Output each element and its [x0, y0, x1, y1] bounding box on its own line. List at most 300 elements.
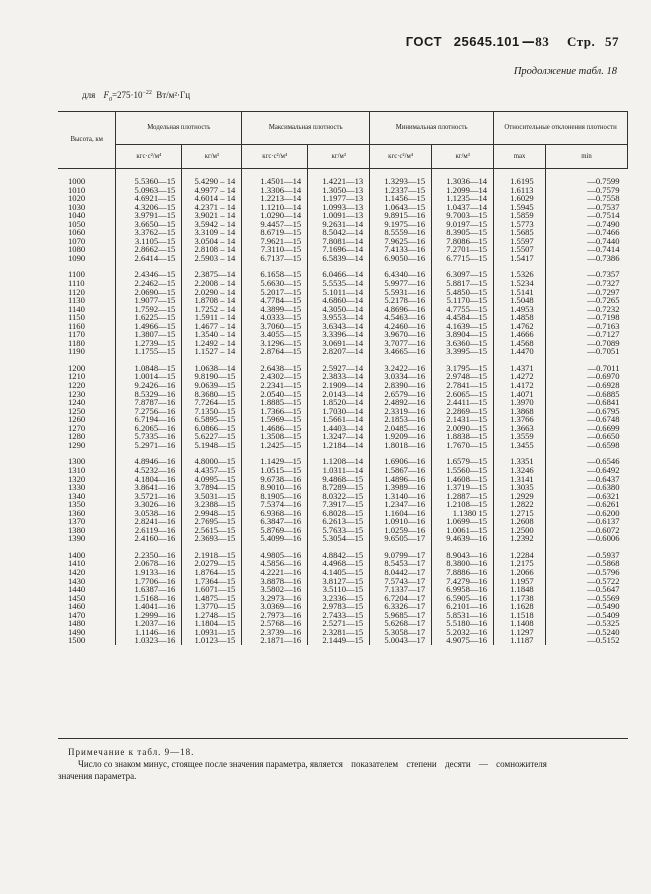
min-kgs-cell: 2.0485—16: [370, 424, 432, 433]
dev-max-cell: 1.1848: [494, 585, 546, 594]
min-kg-cell: 4.9075—16: [432, 636, 494, 645]
unit-min-kg: кг/м³: [432, 145, 494, 169]
model-kg-cell: 2.8108 – 14: [182, 245, 242, 254]
max-kg-cell: 5.1011—14: [308, 288, 370, 297]
dev-min-cell: —0.7163: [546, 322, 628, 331]
min-kgs-cell: 1.6906—16: [370, 449, 432, 466]
min-kg-cell: 7.8086—15: [432, 237, 494, 246]
model-kgs-cell: 1.5168—16: [116, 594, 182, 603]
model-kg-cell: 1.8764—15: [182, 568, 242, 577]
max-kg-cell: 9.4868—15: [308, 475, 370, 484]
min-kg-cell: 2.4411—15: [432, 398, 494, 407]
max-kgs-cell: 3.5802—16: [242, 585, 308, 594]
altitude-cell: 1010: [68, 184, 86, 195]
dev-min-cell: —0.5409: [546, 611, 628, 620]
dev-min-cell: —0.5152: [546, 636, 628, 645]
dev-max-cell: 1.3455: [494, 441, 546, 450]
min-kgs-cell: 5.5931—16: [370, 288, 432, 297]
min-kg-cell: 4.7755—15: [432, 305, 494, 314]
max-kg-cell: 7.3917—15: [308, 500, 370, 509]
max-kg-cell: 1.0993—13: [308, 203, 370, 212]
max-kg-cell: 2.9783—15: [308, 602, 370, 611]
dev-min-cell: —0.5722: [546, 577, 628, 586]
altitude-cell: 1200: [68, 362, 86, 373]
altitude-cell: 1410: [68, 558, 86, 569]
dev-max-cell: 1.6113: [494, 186, 546, 195]
max-kgs-cell: 2.6438—15: [242, 356, 308, 373]
model-kg-cell: 3.3109 – 14: [182, 228, 242, 237]
model-kgs-cell: 1.6225—15: [116, 313, 182, 322]
max-kgs-cell: 1.0290—14: [242, 211, 308, 220]
altitude-cell: 1100: [68, 269, 85, 280]
dev-min-cell: —0.6321: [546, 492, 628, 501]
model-kgs-cell: 2.0678—16: [116, 559, 182, 568]
dev-max-cell: 1.3970: [494, 398, 546, 407]
unit-dev-max: max: [494, 145, 546, 169]
max-kgs-cell: 4.3899—15: [242, 305, 308, 314]
dev-min-cell: —0.6885: [546, 390, 628, 399]
model-kgs-cell: 8.5329—16: [116, 390, 182, 399]
model-kg-cell: 2.0290 – 14: [182, 288, 242, 297]
altitude-cell: 1310: [68, 464, 86, 475]
dev-max-cell: 1.3351: [494, 449, 546, 466]
dev-max-cell: 1.2929: [494, 492, 546, 501]
altitude-cell: 1090: [68, 252, 86, 263]
dev-min-cell: —0.6437: [546, 475, 628, 484]
dev-min-cell: —0.5490: [546, 602, 628, 611]
max-kgs-cell: 3.2973—16: [242, 594, 308, 603]
min-kg-cell: 1.5560—15: [432, 466, 494, 475]
max-kgs-cell: 8.9010—16: [242, 483, 308, 492]
dev-min-cell: —0.6380: [546, 483, 628, 492]
min-kgs-cell: 1.9209—16: [370, 432, 432, 441]
dev-max-cell: 1.6195: [494, 169, 546, 186]
table-body: [58, 169, 628, 645]
standard-number: 25645.101: [453, 34, 520, 49]
model-kg-cell: 1.4875—15: [182, 594, 242, 603]
min-kgs-cell: 7.4133—16: [370, 245, 432, 254]
max-kgs-cell: 1.4686—15: [242, 424, 308, 433]
max-kg-cell: 2.1909—14: [308, 381, 370, 390]
model-kg-cell: 2.5615—15: [182, 526, 242, 535]
model-kg-cell: 1.0931—15: [182, 628, 242, 637]
model-kgs-cell: 2.6119—16: [116, 526, 182, 535]
max-kg-cell: 2.5927—14: [308, 356, 370, 373]
min-kgs-cell: 6.3326—17: [370, 602, 432, 611]
model-kgs-cell: 2.8241—16: [116, 517, 182, 526]
dev-min-cell: —0.5796: [546, 568, 628, 577]
altitude-cell: 1270: [68, 422, 86, 433]
model-kg-cell: 2.9948—15: [182, 509, 242, 518]
model-kgs-cell: 1.7592—15: [116, 305, 182, 314]
min-kgs-cell: 5.9685—17: [370, 611, 432, 620]
note-text-c: значения параметра.: [58, 771, 137, 781]
model-kg-cell: 1.8708 – 14: [182, 296, 242, 305]
dev-max-cell: 1.1957: [494, 577, 546, 586]
model-kgs-cell: 4.8946—16: [116, 449, 182, 466]
max-kgs-cell: 6.1658—15: [242, 262, 308, 279]
max-kgs-cell: 2.8764—15: [242, 347, 308, 356]
model-kg-cell: 1.4677 – 14: [182, 322, 242, 331]
max-kg-cell: 1.3050—13: [308, 186, 370, 195]
model-kg-cell: 4.9977 – 14: [182, 186, 242, 195]
model-kg-cell: 6.0866—15: [182, 424, 242, 433]
dev-max-cell: 1.3141: [494, 475, 546, 484]
max-kgs-cell: 1.1429—15: [242, 449, 308, 466]
model-kg-cell: 3.5942 – 14: [182, 220, 242, 229]
min-kg-cell: 7.2701—15: [432, 245, 494, 254]
condition-prefix: для: [82, 90, 96, 100]
altitude-cell: 1000: [68, 176, 86, 186]
max-kgs-cell: 6.9368—16: [242, 509, 308, 518]
header-max-density: Максимальная плотность: [242, 112, 370, 145]
dev-max-cell: 1.4858: [494, 313, 546, 322]
table-row: [58, 356, 628, 373]
dev-max-cell: 1.2392: [494, 534, 546, 543]
min-kg-cell: 5.1170—15: [432, 296, 494, 305]
altitude-cell: 1360: [68, 507, 86, 518]
max-kgs-cell: 1.4501—14: [242, 169, 308, 186]
max-kgs-cell: 1.7366—15: [242, 407, 308, 416]
min-kg-cell: 5.5180—16: [432, 619, 494, 628]
min-kgs-cell: 5.0043—17: [370, 636, 432, 645]
max-kg-cell: 3.0691—14: [308, 339, 370, 348]
dev-min-cell: —0.7232: [546, 305, 628, 314]
model-kgs-cell: 3.9791—15: [116, 211, 182, 220]
flux-symbol: $F_0$: [103, 90, 112, 103]
model-kgs-cell: 2.4346—15: [116, 262, 182, 279]
max-kgs-cell: 8.1905—16: [242, 492, 308, 501]
min-kg-cell: 3.1795—15: [432, 356, 494, 373]
min-kgs-cell: 5.9977—16: [370, 279, 432, 288]
table-row: [58, 543, 628, 560]
max-kg-cell: 3.9553—14: [308, 313, 370, 322]
dev-max-cell: 1.5417: [494, 254, 546, 263]
model-kgs-cell: 3.1105—15: [116, 237, 182, 246]
max-kg-cell: 4.6860—14: [308, 296, 370, 305]
max-kgs-cell: 5.6630—15: [242, 279, 308, 288]
model-kgs-cell: 3.3762—15: [116, 228, 182, 237]
max-kgs-cell: 1.3508—15: [242, 432, 308, 441]
page-number: 57: [605, 34, 619, 49]
max-kg-cell: 2.1449—15: [308, 636, 370, 645]
dev-min-cell: —0.5240: [546, 628, 628, 637]
model-kg-cell: 1.6071—15: [182, 585, 242, 594]
max-kg-cell: 2.5271—15: [308, 619, 370, 628]
altitude-cell: 1050: [68, 218, 86, 229]
min-kgs-cell: 6.9050—16: [370, 254, 432, 263]
max-kg-cell: 1.0091—13: [308, 211, 370, 220]
model-kgs-cell: 1.2999—16: [116, 611, 182, 620]
min-kg-cell: 6.3097—15: [432, 262, 494, 279]
dev-max-cell: 1.4071: [494, 390, 546, 399]
model-kgs-cell: 7.8787—16: [116, 398, 182, 407]
model-kg-cell: 7.7264—15: [182, 398, 242, 407]
min-kgs-cell: 7.1337—17: [370, 585, 432, 594]
density-table: [58, 111, 628, 645]
note-text-b: является показателем степени десяти — сомножителя: [309, 759, 547, 769]
model-kgs-cell: 3.3026—16: [116, 500, 182, 509]
flux-subscript: 0: [108, 96, 112, 103]
max-kg-cell: 1.1977—13: [308, 194, 370, 203]
model-kgs-cell: 9.2426—16: [116, 381, 182, 390]
min-kgs-cell: 5.2178—16: [370, 296, 432, 305]
altitude-cell: 1130: [68, 295, 85, 306]
model-kgs-cell: 7.2756—16: [116, 407, 182, 416]
altitude-cell: 1470: [68, 609, 86, 620]
min-kgs-cell: 2.3319—16: [370, 407, 432, 416]
table-row: [58, 636, 628, 645]
max-kgs-cell: 3.7060—15: [242, 322, 308, 331]
max-kgs-cell: 1.2213—14: [242, 194, 308, 203]
dev-max-cell: 1.2715: [494, 509, 546, 518]
max-kg-cell: 3.8127—15: [308, 577, 370, 586]
altitude-cell: 1140: [68, 303, 85, 314]
table-row: [58, 347, 628, 356]
dev-max-cell: 1.4568: [494, 339, 546, 348]
min-kg-cell: 1.4608—15: [432, 475, 494, 484]
min-kgs-cell: 3.2422—16: [370, 356, 432, 373]
min-kgs-cell: 1.4896—16: [370, 475, 432, 484]
dev-min-cell: —0.7327: [546, 279, 628, 288]
table-row: [58, 254, 628, 263]
dev-max-cell: 1.3663: [494, 424, 546, 433]
note-text-line1: [68, 758, 628, 770]
model-kg-cell: 5.4290 – 14: [182, 169, 242, 186]
dev-min-cell: —0.6006: [546, 534, 628, 543]
min-kg-cell: 5.8531—16: [432, 611, 494, 620]
min-kg-cell: 8.3905—15: [432, 228, 494, 237]
min-kg-cell: 6.9958—16: [432, 585, 494, 594]
max-kg-cell: 8.5042—14: [308, 228, 370, 237]
max-kgs-cell: 1.8885—15: [242, 398, 308, 407]
dev-max-cell: 1.6029: [494, 194, 546, 203]
min-kg-cell: 1.7670—15: [432, 441, 494, 450]
model-kg-cell: 1.2748—15: [182, 611, 242, 620]
dev-min-cell: —0.7051: [546, 347, 628, 356]
dev-max-cell: 1.4666: [494, 330, 546, 339]
min-kg-cell: 8.3800—16: [432, 559, 494, 568]
model-kg-cell: 1.0638—14: [182, 356, 242, 373]
dev-max-cell: 1.5234: [494, 279, 546, 288]
dev-min-cell: —0.7198: [546, 313, 628, 322]
dev-max-cell: 1.2608: [494, 517, 546, 526]
dev-min-cell: —0.7440: [546, 237, 628, 246]
dev-min-cell: —0.6650: [546, 432, 628, 441]
header-relative-deviation: Относительные отклонения плотности: [494, 112, 628, 145]
max-kgs-cell: 3.4055—15: [242, 330, 308, 339]
model-kg-cell: 1.7252 – 14: [182, 305, 242, 314]
min-kgs-cell: 4.5463—16: [370, 313, 432, 322]
min-kg-cell: 9.0197—15: [432, 220, 494, 229]
min-kgs-cell: 5.6268—17: [370, 619, 432, 628]
min-kg-cell: 2.1431—15: [432, 415, 494, 424]
max-kg-cell: 4.8842—15: [308, 543, 370, 560]
max-kg-cell: 1.3247—14: [308, 432, 370, 441]
header-model-density: Модельная плотность: [116, 112, 242, 145]
model-kg-cell: 2.1918—15: [182, 543, 242, 560]
model-kgs-cell: 2.6414—15: [116, 254, 182, 263]
dev-max-cell: 1.5048: [494, 296, 546, 305]
dev-max-cell: 1.1187: [494, 636, 546, 645]
dev-min-cell: —0.7127: [546, 330, 628, 339]
model-kg-cell: 2.3693—15: [182, 534, 242, 543]
model-kg-cell: 3.7894—15: [182, 483, 242, 492]
altitude-cell: 1390: [68, 533, 86, 544]
model-kg-cell: 2.3875—14: [182, 262, 242, 279]
model-kgs-cell: 1.4041—16: [116, 602, 182, 611]
model-kgs-cell: 1.1755—15: [116, 347, 182, 356]
model-kg-cell: 1.7364—15: [182, 577, 242, 586]
dev-min-cell: —0.7357: [546, 262, 628, 279]
min-kgs-cell: 1.2337—15: [370, 186, 432, 195]
model-kg-cell: 6.5895—15: [182, 415, 242, 424]
min-kg-cell: 2.7841—15: [432, 381, 494, 390]
dev-max-cell: 1.5685: [494, 228, 546, 237]
model-kgs-cell: 1.0848—15: [116, 356, 182, 373]
min-kg-cell: 9.4639—16: [432, 534, 494, 543]
min-kgs-cell: 7.9625—16: [370, 237, 432, 246]
max-kgs-cell: 7.3110—15: [242, 245, 308, 254]
dev-min-cell: —0.6699: [546, 424, 628, 433]
table-bottom-rule: [58, 738, 628, 739]
dev-min-cell: —0.5647: [546, 585, 628, 594]
min-kg-cell: 1.0699—15: [432, 517, 494, 526]
max-kgs-cell: 2.7973—16: [242, 611, 308, 620]
min-kgs-cell: 3.0334—16: [370, 372, 432, 381]
dev-min-cell: —0.6841: [546, 398, 628, 407]
max-kgs-cell: 5.2017—15: [242, 288, 308, 297]
model-kg-cell: 1.1804—15: [182, 619, 242, 628]
altitude-cell: 1170: [68, 329, 85, 340]
model-kg-cell: 1.3770—15: [182, 602, 242, 611]
note-text-a: Число со знаком минус, стоящее после значения параметра,: [78, 759, 308, 769]
dev-min-cell: —0.6072: [546, 526, 628, 535]
max-kgs-cell: 9.6738—16: [242, 475, 308, 484]
min-kgs-cell: 1.5867—16: [370, 466, 432, 475]
dev-min-cell: —0.7558: [546, 194, 628, 203]
dev-min-cell: —0.7537: [546, 203, 628, 212]
altitude-cell: 1040: [68, 210, 86, 221]
altitude-cell: 1230: [68, 388, 86, 399]
dev-min-cell: —0.7089: [546, 339, 628, 348]
dev-min-cell: —0.5868: [546, 559, 628, 568]
dev-max-cell: 1.4272: [494, 372, 546, 381]
footnote: [58, 746, 628, 782]
model-kgs-cell: 2.2462—15: [116, 279, 182, 288]
flux-value: =275·10: [111, 90, 143, 100]
min-kg-cell: 9.7003—15: [432, 211, 494, 220]
model-kgs-cell: 4.5232—16: [116, 466, 182, 475]
altitude-cell: 1220: [68, 380, 86, 391]
model-kg-cell: 3.2388—15: [182, 500, 242, 509]
max-kg-cell: 8.0322—15: [308, 492, 370, 501]
model-kgs-cell: 5.0963—15: [116, 186, 182, 195]
max-kg-cell: 1.5661—14: [308, 415, 370, 424]
max-kgs-cell: 2.3739—16: [242, 628, 308, 637]
max-kgs-cell: 8.6719—15: [242, 228, 308, 237]
model-kg-cell: 1.3540 – 14: [182, 330, 242, 339]
dev-max-cell: 1.1518: [494, 611, 546, 620]
dev-max-cell: 1.1408: [494, 619, 546, 628]
altitude-cell: 1280: [68, 431, 86, 442]
unit-max-kg: кг/м³: [308, 145, 370, 169]
altitude-cell: 1300: [68, 456, 86, 467]
max-kgs-cell: 5.4099—16: [242, 534, 308, 543]
max-kg-cell: 1.4221—13: [308, 169, 370, 186]
min-kg-cell: 3.6360—15: [432, 339, 494, 348]
min-kgs-cell: 1.8018—16: [370, 441, 432, 450]
min-kgs-cell: 3.4665—16: [370, 347, 432, 356]
min-kg-cell: 2.6065—15: [432, 390, 494, 399]
dev-max-cell: 1.2284: [494, 543, 546, 560]
dev-min-cell: —0.6795: [546, 407, 628, 416]
dev-max-cell: 1.3035: [494, 483, 546, 492]
max-kg-cell: 2.3833—14: [308, 372, 370, 381]
dev-min-cell: —0.6200: [546, 509, 628, 518]
min-kgs-cell: 8.0442—17: [370, 568, 432, 577]
altitude-cell: 1260: [68, 414, 86, 425]
max-kg-cell: 3.3396—14: [308, 330, 370, 339]
dev-max-cell: 1.4172: [494, 381, 546, 390]
dev-max-cell: 1.4470: [494, 347, 546, 356]
max-kg-cell: 6.2613—15: [308, 517, 370, 526]
max-kgs-cell: 9.4457—15: [242, 220, 308, 229]
dev-max-cell: 1.4953: [494, 305, 546, 314]
dev-max-cell: 1.4762: [494, 322, 546, 331]
max-kg-cell: 6.8028—15: [308, 509, 370, 518]
max-kgs-cell: 7.5374—16: [242, 500, 308, 509]
header-altitude: Высота, км: [58, 112, 116, 169]
model-kgs-cell: 1.0323—16: [116, 636, 182, 645]
min-kg-cell: 1.3719—15: [432, 483, 494, 492]
dev-min-cell: —0.6748: [546, 415, 628, 424]
model-kgs-cell: 1.3807—15: [116, 330, 182, 339]
dev-max-cell: 1.5141: [494, 288, 546, 297]
dev-min-cell: —0.6137: [546, 517, 628, 526]
model-kg-cell: 9.8190—15: [182, 372, 242, 381]
max-kg-cell: 2.7433—15: [308, 611, 370, 620]
max-kg-cell: 3.2336—15: [308, 594, 370, 603]
max-kg-cell: 2.3281—15: [308, 628, 370, 637]
max-kgs-cell: 4.5856—16: [242, 559, 308, 568]
max-kgs-cell: 4.9805—16: [242, 543, 308, 560]
model-kgs-cell: 6.2065—16: [116, 424, 182, 433]
table-row: [58, 534, 628, 543]
altitude-cell: 1080: [68, 244, 86, 255]
min-kgs-cell: 9.1975—16: [370, 220, 432, 229]
altitude-cell: 1210: [68, 371, 86, 382]
altitude-cell: 1400: [68, 549, 86, 560]
model-kgs-cell: 1.7706—16: [116, 577, 182, 586]
model-kgs-cell: 5.7335—16: [116, 432, 182, 441]
min-kgs-cell: 4.8696—16: [370, 305, 432, 314]
min-kg-cell: 8.9043—16: [432, 543, 494, 560]
model-kg-cell: 3.9021 – 14: [182, 211, 242, 220]
dev-min-cell: —0.7599: [546, 169, 628, 186]
model-kgs-cell: 3.6650—15: [116, 220, 182, 229]
max-kgs-cell: 5.8769—16: [242, 526, 308, 535]
dev-max-cell: 1.5507: [494, 245, 546, 254]
table-row: [58, 169, 628, 186]
max-kgs-cell: 3.1296—15: [242, 339, 308, 348]
dev-max-cell: 1.5597: [494, 237, 546, 246]
model-kgs-cell: 4.6921—15: [116, 194, 182, 203]
dev-max-cell: 1.5773: [494, 220, 546, 229]
model-kg-cell: 1.2492 – 14: [182, 339, 242, 348]
model-kg-cell: 1.5911 – 14: [182, 313, 242, 322]
max-kg-cell: 2.0143—14: [308, 390, 370, 399]
